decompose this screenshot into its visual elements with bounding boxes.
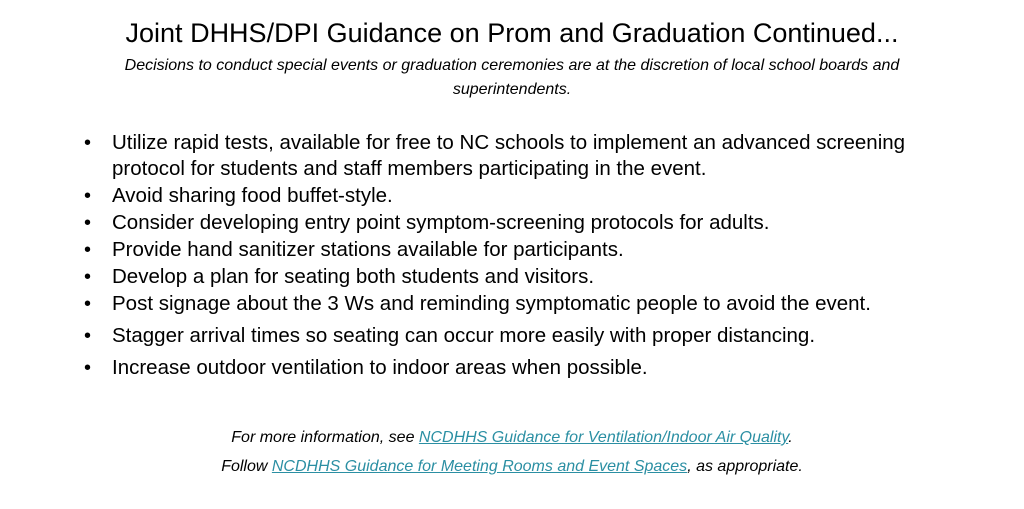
- ventilation-guidance-link[interactable]: NCDHHS Guidance for Ventilation/Indoor Air Quality: [418, 429, 789, 446]
- meeting-rooms-guidance-link[interactable]: NCDHHS Guidance for Meeting Rooms and Event Spaces: [271, 458, 688, 475]
- bullet-text: Avoid sharing food buffet-style.: [112, 184, 393, 207]
- list-item: [80, 291, 950, 317]
- subtitle: Decisions to conduct special events or graduation ceremonies are at the discretion of local school boards and superintendents.: [124, 57, 900, 98]
- bullet-icon: •: [84, 212, 92, 234]
- bullet-icon: •: [84, 357, 92, 379]
- bullet-text: Post signage about the 3 Ws and reminding symptomatic people to avoid the event.: [112, 292, 871, 315]
- bullet-text: Increase outdoor ventilation to indoor areas when possible.: [112, 356, 648, 379]
- bullet-text: Stagger arrival times so seating can occur more easily with proper distancing.: [112, 324, 816, 347]
- list-item: [80, 355, 950, 381]
- page-title: Joint DHHS/DPI Guidance on Prom and Graduation Continued...: [125, 18, 899, 48]
- list-item: [80, 264, 950, 290]
- footer-line-ventilation: [0, 426, 1024, 450]
- footer-text: , as appropriate.: [687, 458, 803, 475]
- list-item: [80, 323, 950, 349]
- footer-text: Follow: [221, 458, 272, 475]
- bullet-icon: •: [84, 239, 92, 261]
- bullet-icon: •: [84, 293, 92, 315]
- bullet-list: [80, 130, 950, 382]
- bullet-icon: •: [84, 266, 92, 288]
- bullet-text: Consider developing entry point symptom-screening protocols for adults.: [112, 211, 770, 234]
- list-item: [80, 210, 950, 236]
- list-item: [80, 183, 950, 209]
- footer-line-meeting-rooms: [0, 455, 1024, 479]
- bullet-text: Develop a plan for seating both students and visitors.: [112, 265, 595, 288]
- footer-text: .: [788, 429, 793, 446]
- bullet-text: Provide hand sanitizer stations available for participants.: [112, 238, 624, 261]
- bullet-text: Utilize rapid tests, available for free to NC schools to implement an advanced screening protocol for students and staff members participating in the event.: [112, 131, 906, 180]
- bullet-icon: •: [84, 325, 92, 347]
- bullet-icon: •: [84, 132, 92, 154]
- list-item: [80, 130, 950, 182]
- footer-text: For more information, see: [231, 429, 419, 446]
- list-item: [80, 237, 950, 263]
- bullet-icon: •: [84, 185, 92, 207]
